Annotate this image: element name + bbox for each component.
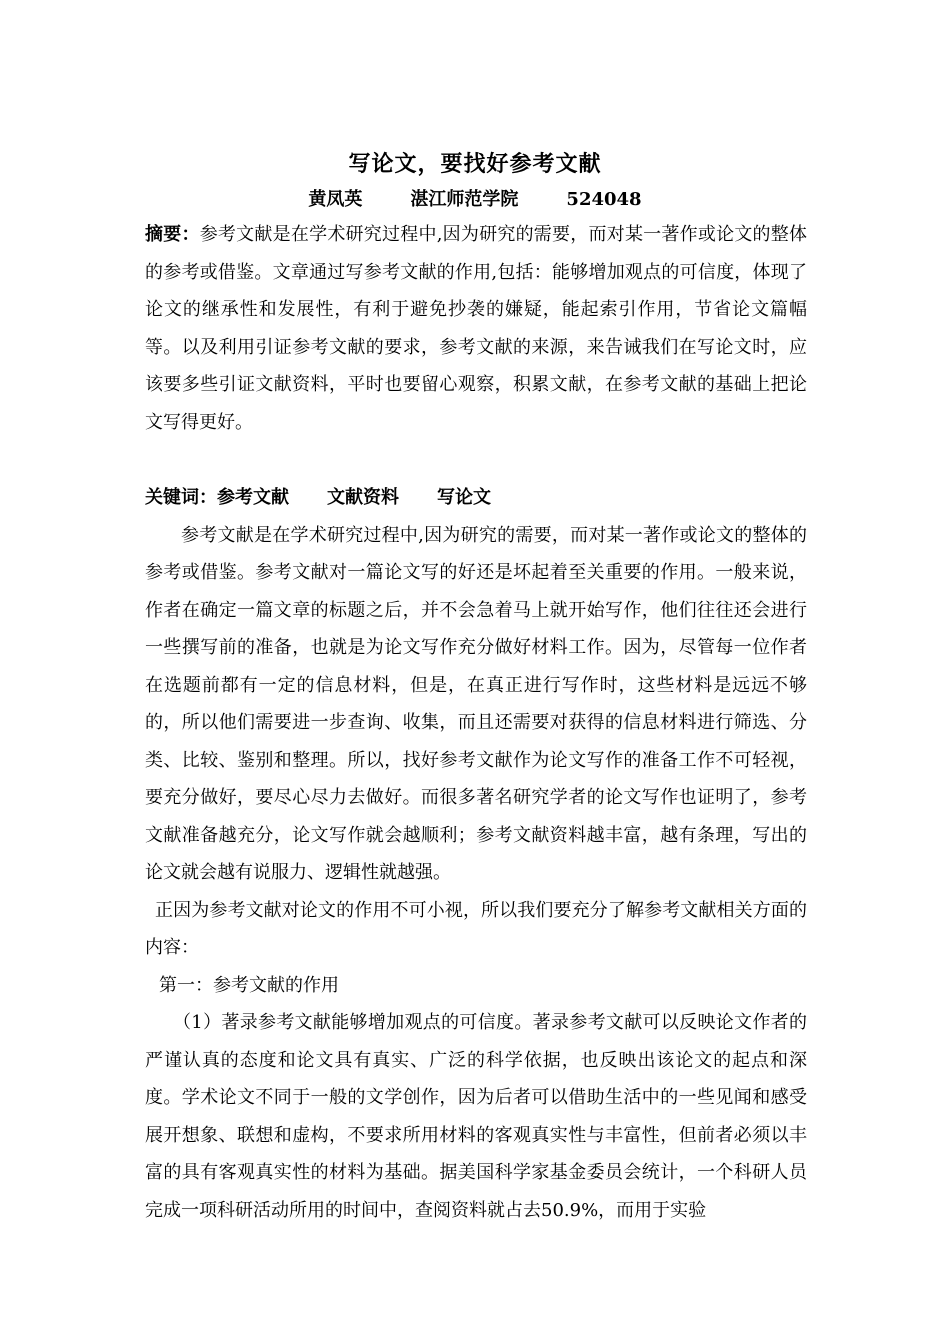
abstract-label: 摘要： [145, 224, 200, 245]
author-postcode: 524048 [566, 189, 642, 210]
keywords [145, 479, 807, 517]
document-title: 写论文，要找好参考文献 [348, 151, 602, 177]
keyword-item: 参考文献 [217, 487, 289, 508]
body-paragraph: 正因为参考文献对论文的作用不可小视，所以我们要充分了解参考文献相关方面的内容： [145, 899, 807, 958]
abstract [145, 216, 807, 441]
keywords-label: 关键词： [145, 487, 217, 508]
document-body [145, 216, 807, 1229]
section-heading: 第一：参考文献的作用 [159, 974, 339, 996]
author-line [0, 185, 950, 211]
keyword-item: 写论文 [437, 487, 491, 508]
body-paragraph: （1）著录参考文献能够增加观点的可信度。著录参考文献可以反映论文作者的严谨认真的态度和论文具有真实、广泛的科学依据，也反映出该论文的起点和深度。学术论文不同于一般的文学创作，因为后者可以借助生活中的一些见闻和感受展开想象、联想和虚构，不要求所用材料的客观真实性与丰富性，但前者必须以丰富的具有客观真实性的材料为基础。据美国科学家基金委员会统计，一个科研人员完成一项科研活动所用的时间中，查阅资料就占去50.9%，而用于实验 [145, 1012, 807, 1221]
author-affiliation: 湛江师范学院 [410, 189, 519, 210]
author-name: 黄凤英 [308, 189, 363, 210]
keyword-item: 文献资料 [327, 487, 399, 508]
body-paragraph: 参考文献是在学术研究过程中,因为研究的需要，而对某一著作或论文的整体的参考或借鉴。参考文献对一篇论文写的好还是坏起着至关重要的作用。一般来说，作者在确定一篇文章的标题之后，并不会急着马上就开始写作，他们往往还会进行一些撰写前的准备，也就是为论文写作充分做好材料工作。因为，尽管每一位作者在选题前都有一定的信息材料，但是，在真正进行写作时，这些材料是远远不够的，所以他们需要进一步查询、收集，而且还需要对获得的信息材料进行筛选、分类、比较、鉴别和整理。所以，找好参考文献作为论文写作的准备工作不可轻视，要充分做好，要尽心尽力去做好。而很多著名研究学者的论文写作也证明了，参考文献准备越充分，论文写作就会越顺利；参考文献资料越丰富，越有条理，写出的论文就会越有说服力、逻辑性就越强。 [145, 524, 807, 883]
abstract-text: 参考文献是在学术研究过程中,因为研究的需要，而对某一著作或论文的整体的参考或借鉴。文章通过写参考文献的作用,包括：能够增加观点的可信度，体现了论文的继承性和发展性，有利于避免抄袭的嫌疑，能起索引作用，节省论文篇幅等。以及利用引证参考文献的要求，参考文献的来源，来告诫我们在写论文时，应该要多些引证文献资料，平时也要留心观察，积累文献，在参考文献的基础上把论文写得更好。 [145, 224, 808, 433]
